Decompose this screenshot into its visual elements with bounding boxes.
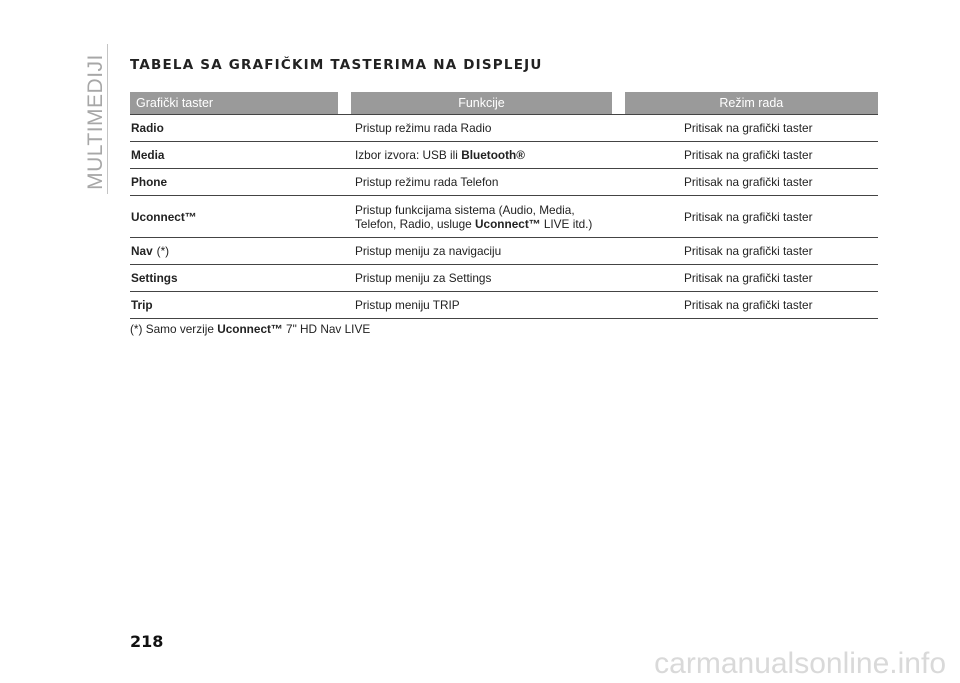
row-button-name: Settings — [131, 271, 178, 285]
section-side-tab — [84, 54, 108, 190]
row-button-label: Nav — [131, 244, 153, 258]
row-mode: Pritisak na grafički taster — [684, 148, 813, 162]
row-function-text: Izbor izvora: USB ili — [355, 148, 462, 162]
row-function-line: Pristup funkcijama sistema (Audio, Media, — [355, 202, 575, 217]
row-function-bold: Bluetooth® — [461, 148, 525, 162]
page-number: 218 — [130, 632, 164, 651]
row-button-note: (*) — [156, 244, 170, 258]
section-side-tab-label: MULTIMEDIJI — [84, 54, 107, 190]
table-row — [130, 292, 878, 319]
header-graphic-button: Grafički taster — [130, 92, 338, 114]
row-function: Pristup režimu rada Telefon — [355, 175, 499, 189]
row-button-name: Media — [131, 148, 165, 162]
row-button-name — [130, 244, 355, 258]
table-row — [130, 265, 878, 292]
row-function: Pristup meniju za navigaciju — [355, 244, 502, 258]
table-row — [130, 238, 878, 265]
row-button-name: Uconnect™ — [131, 209, 197, 224]
table-row — [130, 169, 878, 196]
table-row — [130, 142, 878, 169]
footnote-text: 7" HD Nav LIVE — [282, 322, 371, 336]
row-button-name: Trip — [131, 298, 153, 312]
row-function-bold: Uconnect™ — [475, 216, 541, 231]
header-functions: Funkcije — [351, 92, 611, 114]
row-mode: Pritisak na grafički taster — [684, 271, 813, 285]
table-footnote — [130, 322, 370, 336]
header-operating-mode: Režim rada — [625, 92, 878, 114]
table-row — [130, 196, 878, 238]
row-function: Pristup meniju TRIP — [355, 298, 460, 312]
side-divider — [107, 44, 108, 194]
row-mode: Pritisak na grafički taster — [684, 121, 813, 135]
row-mode: Pritisak na grafički taster — [684, 175, 813, 189]
table-header — [130, 92, 878, 114]
footnote-text: (*) Samo verzije — [130, 322, 218, 336]
footnote-bold: Uconnect™ — [217, 322, 283, 336]
row-function — [355, 203, 684, 231]
row-function-text: LIVE itd.) — [540, 216, 593, 231]
row-button-name: Radio — [131, 121, 164, 135]
watermark: carmanualsonline.info — [654, 647, 946, 680]
row-mode: Pritisak na grafički taster — [684, 298, 813, 312]
row-function-text: Telefon, Radio, usluge — [355, 216, 476, 231]
row-function-line — [355, 217, 684, 231]
row-function: Pristup meniju za Settings — [355, 271, 492, 285]
row-function: Pristup režimu rada Radio — [355, 121, 492, 135]
table-row — [130, 114, 878, 142]
row-mode: Pritisak na grafički taster — [684, 244, 813, 258]
buttons-table — [130, 92, 878, 319]
row-mode: Pritisak na grafički taster — [684, 209, 813, 224]
row-button-name: Phone — [131, 175, 168, 189]
page-title: TABELA SA GRAFIČKIM TASTERIMA NA DISPLEJU — [130, 57, 543, 73]
row-function — [355, 148, 684, 162]
